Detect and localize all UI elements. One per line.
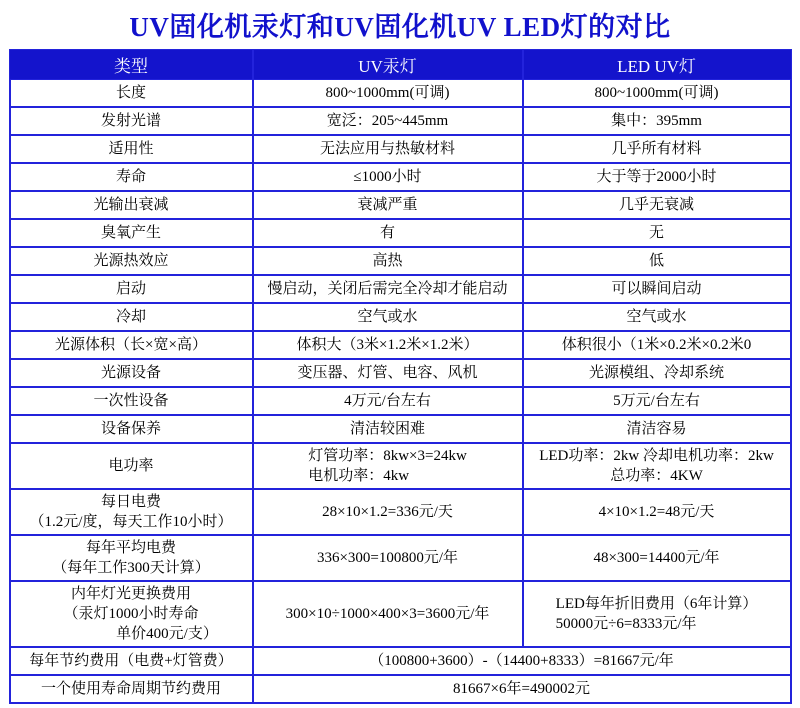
table-row <box>10 535 791 581</box>
row-label <box>10 443 253 489</box>
cell-line: 设备保养 <box>100 421 161 437</box>
cell-lines <box>15 195 248 215</box>
row-label <box>10 135 253 163</box>
led-cell <box>523 107 791 135</box>
cell-lines <box>15 651 248 671</box>
row-label <box>10 415 253 443</box>
mercury-cell <box>253 581 523 647</box>
cell-lines <box>528 83 786 103</box>
cell-lines <box>15 456 248 476</box>
cell-lines <box>15 83 248 103</box>
led-cell <box>523 415 791 443</box>
mercury-cell <box>253 359 523 387</box>
cell-line: 300×10÷1000×400×3=3600元/年 <box>285 606 490 622</box>
cell-line: 电机功率：4kw <box>308 468 410 484</box>
row-label <box>10 359 253 387</box>
led-cell <box>523 331 791 359</box>
cell-lines <box>528 307 786 327</box>
cell-lines <box>258 651 786 671</box>
cell-lines <box>258 604 518 624</box>
cell-lines <box>15 251 248 271</box>
cell-lines <box>528 139 786 159</box>
led-cell <box>523 247 791 275</box>
cell-line: ≤1000小时 <box>353 169 422 185</box>
cell-line: 体积很小（1米×0.2米×0.2米0 <box>561 337 752 353</box>
table-row <box>10 303 791 331</box>
cell-line: 81667×6年=490002元 <box>453 681 590 697</box>
cell-lines <box>308 446 467 486</box>
cell-line: 每年节约费用（电费+灯管费） <box>29 653 233 669</box>
cell-line: 单价400元/支） <box>116 626 218 642</box>
cell-line: 灯管功率：8kw×3=24kw <box>308 448 467 464</box>
cell-line: 28×10×1.2=336元/天 <box>322 504 453 520</box>
cell-lines <box>15 538 248 578</box>
cell-line: 变压器、灯管、电容、风机 <box>297 365 478 381</box>
cell-lines <box>258 139 518 159</box>
cell-line: 可以瞬间启动 <box>611 281 702 297</box>
cell-line: 光源设备 <box>100 365 161 381</box>
table-row <box>10 219 791 247</box>
mercury-cell <box>253 163 523 191</box>
table-row <box>10 331 791 359</box>
cell-lines <box>528 223 786 243</box>
cell-line: 衰减严重 <box>357 197 418 213</box>
cell-lines <box>15 584 248 644</box>
led-cell <box>523 489 791 535</box>
cell-lines <box>15 223 248 243</box>
cell-lines <box>258 363 518 383</box>
cell-line: 光源热效应 <box>93 253 169 269</box>
cell-line: 4万元/台左右 <box>344 393 431 409</box>
cell-line: 光源模组、冷却系统 <box>588 365 724 381</box>
cell-lines <box>528 446 786 486</box>
page-title: UV固化机汞灯和UV固化机UV LED灯的对比 <box>129 12 671 42</box>
cell-lines <box>528 167 786 187</box>
cell-line: 有 <box>379 225 395 241</box>
mercury-cell <box>253 247 523 275</box>
table-row <box>10 247 791 275</box>
cell-lines <box>528 502 786 522</box>
cell-line: 空气或水 <box>357 309 418 325</box>
mercury-cell <box>253 489 523 535</box>
table-row <box>10 387 791 415</box>
cell-line: 336×300=100800元/年 <box>316 550 459 566</box>
header-type: 类型 <box>10 50 253 79</box>
cell-lines <box>258 167 518 187</box>
cell-lines <box>258 83 518 103</box>
cell-lines <box>15 307 248 327</box>
row-label <box>10 675 253 703</box>
led-cell <box>523 163 791 191</box>
mercury-cell <box>253 303 523 331</box>
cell-lines <box>15 363 248 383</box>
table-row <box>10 675 791 703</box>
led-cell <box>523 387 791 415</box>
table-row <box>10 581 791 647</box>
cell-lines <box>258 307 518 327</box>
table-row <box>10 135 791 163</box>
mercury-cell <box>253 387 523 415</box>
cell-line: 一个使用寿命周期节约费用 <box>40 681 221 697</box>
cell-line: 清洁容易 <box>626 421 687 437</box>
led-cell <box>523 275 791 303</box>
mercury-cell <box>253 443 523 489</box>
cell-lines <box>15 492 248 532</box>
led-cell <box>523 303 791 331</box>
cell-line: 空气或水 <box>626 309 687 325</box>
cell-lines <box>15 391 248 411</box>
cell-lines <box>528 363 786 383</box>
cell-lines <box>528 548 786 568</box>
row-label <box>10 535 253 581</box>
header-mercury-lamp: UV汞灯 <box>253 50 523 79</box>
row-label <box>10 163 253 191</box>
led-cell <box>523 535 791 581</box>
cell-lines <box>556 594 758 634</box>
led-cell <box>523 191 791 219</box>
mercury-cell <box>253 191 523 219</box>
cell-line: LED功率：2kw 冷却电机功率：2kw <box>539 448 774 464</box>
row-label <box>10 581 253 647</box>
cell-line: 内年灯光更换费用 <box>70 586 191 602</box>
cell-lines <box>258 251 518 271</box>
cell-lines <box>528 419 786 439</box>
cell-line: 发射光谱 <box>100 113 161 129</box>
mercury-cell <box>253 135 523 163</box>
cell-line: 几乎所有材料 <box>611 141 702 157</box>
row-label <box>10 647 253 675</box>
led-cell <box>523 219 791 247</box>
cell-line: 启动 <box>115 281 146 297</box>
cell-line: 慢启动，关闭后需完全冷却才能启动 <box>267 281 508 297</box>
row-label <box>10 387 253 415</box>
table-row <box>10 647 791 675</box>
cell-lines <box>15 167 248 187</box>
cell-lines <box>15 679 248 699</box>
cell-lines <box>258 279 518 299</box>
cell-lines <box>528 195 786 215</box>
cell-lines <box>258 391 518 411</box>
mercury-cell <box>253 415 523 443</box>
cell-lines <box>258 335 518 355</box>
mercury-cell <box>253 275 523 303</box>
table-row <box>10 443 791 489</box>
cell-lines <box>15 419 248 439</box>
cell-line: 清洁较困难 <box>349 421 425 437</box>
table-row <box>10 163 791 191</box>
row-label <box>10 191 253 219</box>
cell-lines <box>258 195 518 215</box>
cell-line: 光输出衰减 <box>93 197 169 213</box>
row-label <box>10 275 253 303</box>
row-label <box>10 107 253 135</box>
mercury-cell <box>253 219 523 247</box>
led-cell <box>523 443 791 489</box>
table-row <box>10 275 791 303</box>
cell-line: LED每年折旧费用（6年计算） <box>555 596 758 612</box>
cell-line: 适用性 <box>108 141 154 157</box>
cell-line: 光源体积（长×宽×高） <box>55 337 207 353</box>
cell-line: 一次性设备 <box>93 393 169 409</box>
cell-lines <box>258 502 518 522</box>
cell-lines <box>258 223 518 243</box>
led-cell <box>523 135 791 163</box>
row-label <box>10 489 253 535</box>
table-row <box>10 415 791 443</box>
cell-line: 无法应用与热敏材料 <box>319 141 455 157</box>
cell-lines <box>258 111 518 131</box>
cell-lines <box>528 391 786 411</box>
cell-line: 4×10×1.2=48元/天 <box>598 504 715 520</box>
led-cell <box>523 581 791 647</box>
led-cell <box>523 79 791 107</box>
cell-line: 48×300=14400元/年 <box>593 550 720 566</box>
cell-line: 寿命 <box>115 169 146 185</box>
cell-line: 高热 <box>372 253 403 269</box>
cell-line: 无 <box>648 225 664 241</box>
table-header-row <box>10 50 791 79</box>
cell-lines <box>15 139 248 159</box>
cell-line: 几乎无衰减 <box>618 197 694 213</box>
cell-lines <box>258 548 518 568</box>
table-row <box>10 191 791 219</box>
header-led-lamp: LED UV灯 <box>523 50 791 79</box>
cell-line: 低 <box>648 253 664 269</box>
cell-line: 宽泛：205~445mm <box>326 113 449 129</box>
comparison-table <box>9 49 792 704</box>
span-cell <box>253 647 791 675</box>
cell-line: （1.2元/度，每天工作10小时） <box>29 514 233 530</box>
cell-line: 50000元÷6=8333元/年 <box>555 616 697 632</box>
cell-lines <box>258 679 786 699</box>
span-cell <box>253 675 791 703</box>
cell-line: 800~1000mm(可调) <box>594 85 719 101</box>
cell-line: 电功率 <box>108 458 154 474</box>
mercury-cell <box>253 107 523 135</box>
cell-line: 800~1000mm(可调) <box>325 85 450 101</box>
cell-line: 5万元/台左右 <box>613 393 700 409</box>
table-body <box>10 79 791 703</box>
row-label <box>10 247 253 275</box>
table-row <box>10 489 791 535</box>
mercury-cell <box>253 331 523 359</box>
row-label <box>10 219 253 247</box>
cell-lines <box>528 279 786 299</box>
cell-line: 长度 <box>115 85 146 101</box>
cell-lines <box>15 279 248 299</box>
cell-line: 冷却 <box>115 309 146 325</box>
cell-line: （100800+3600）-（14400+8333）=81667元/年 <box>369 653 674 669</box>
cell-line: （每年工作300天计算） <box>52 560 210 576</box>
cell-line: 大于等于2000小时 <box>596 169 717 185</box>
table-row <box>10 79 791 107</box>
cell-line: （汞灯1000小时寿命 <box>63 606 199 622</box>
cell-lines <box>528 335 786 355</box>
mercury-cell <box>253 79 523 107</box>
cell-line: 体积大（3米×1.2米×1.2米） <box>296 337 479 353</box>
cell-lines <box>528 111 786 131</box>
table-row <box>10 359 791 387</box>
cell-line: 总功率：4KW <box>610 468 703 484</box>
cell-lines <box>528 251 786 271</box>
cell-line: 每日电费 <box>100 494 161 510</box>
cell-line: 每年平均电费 <box>85 540 176 556</box>
cell-line: 集中：395mm <box>611 113 702 129</box>
row-label <box>10 303 253 331</box>
cell-line: 臭氧产生 <box>100 225 161 241</box>
led-cell <box>523 359 791 387</box>
cell-lines <box>258 419 518 439</box>
table-row <box>10 107 791 135</box>
mercury-cell <box>253 535 523 581</box>
cell-lines <box>15 111 248 131</box>
row-label <box>10 79 253 107</box>
cell-lines <box>15 335 248 355</box>
row-label <box>10 331 253 359</box>
